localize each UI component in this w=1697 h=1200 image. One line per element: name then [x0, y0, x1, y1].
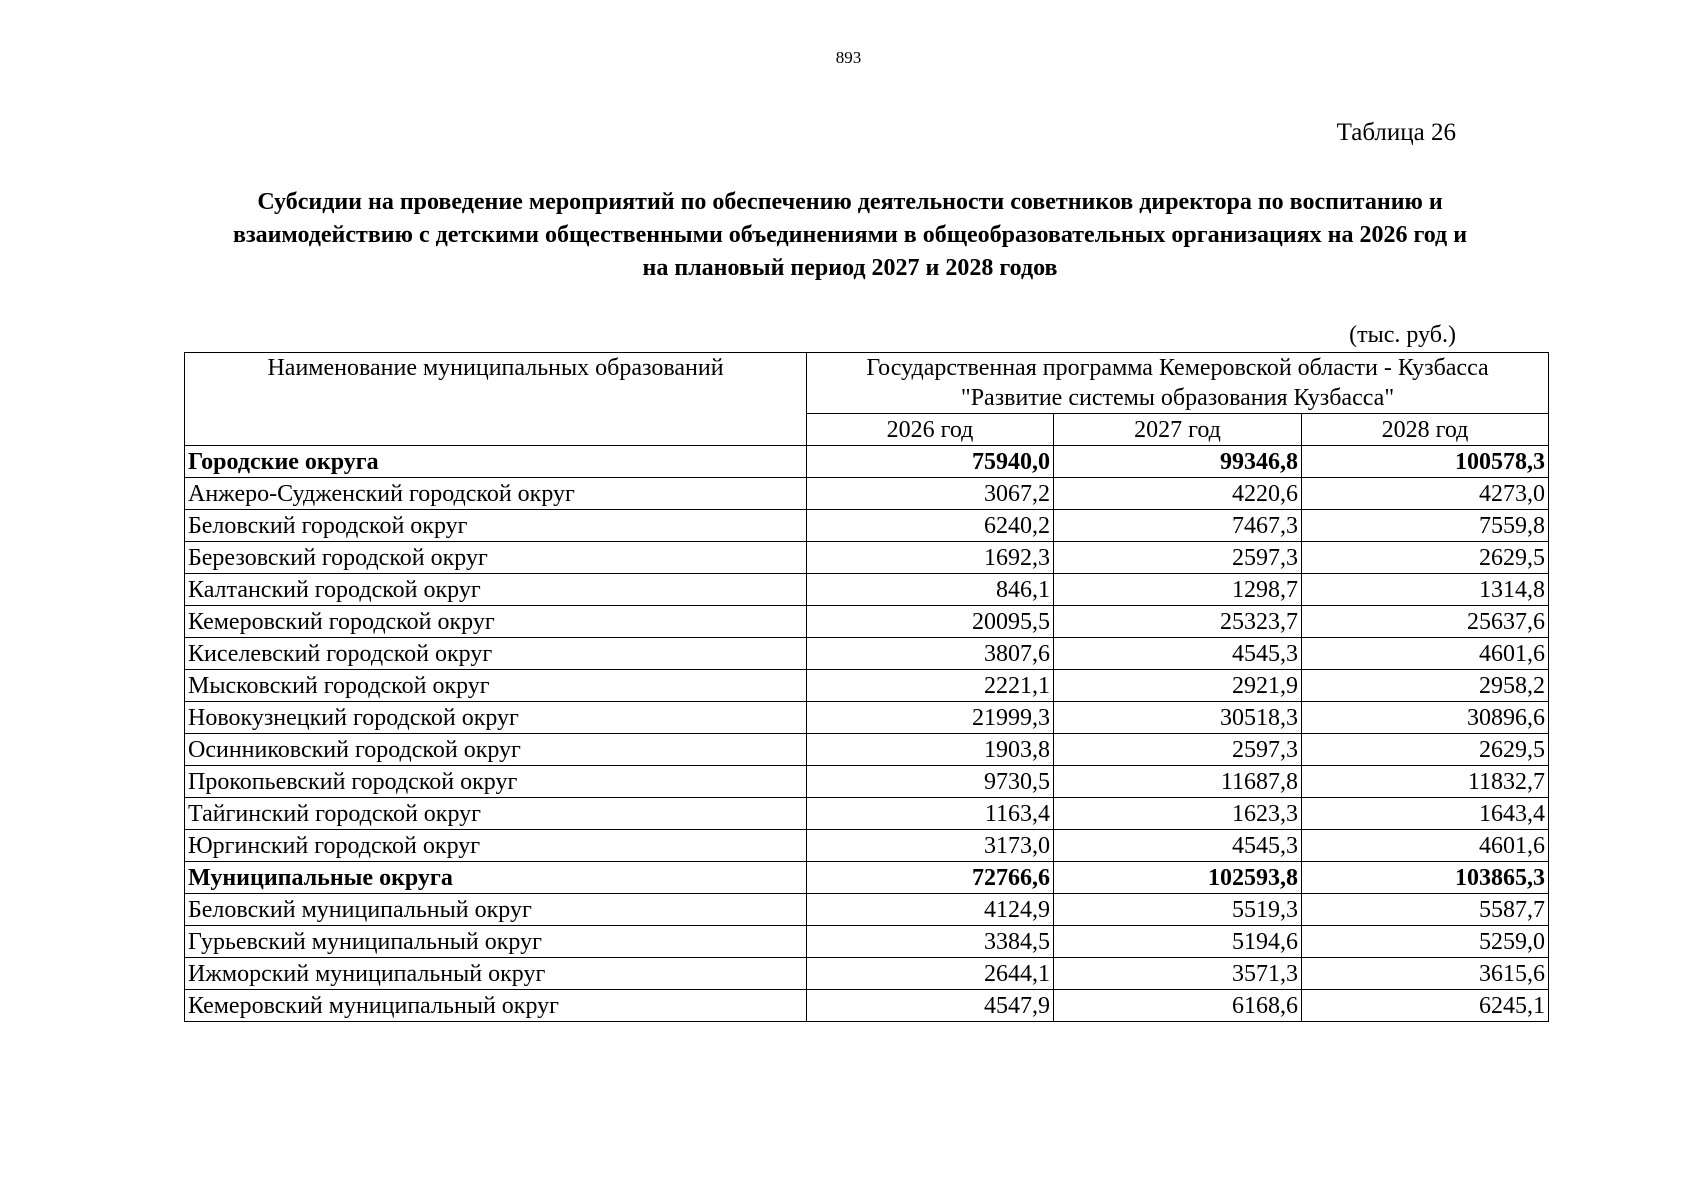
units-label: (тыс. руб.)	[1349, 322, 1456, 348]
table-row	[185, 670, 1549, 702]
table-row	[185, 478, 1549, 510]
value-2026-cell: 1903,8	[807, 734, 1054, 766]
value-2027-cell: 4545,3	[1054, 638, 1302, 670]
municipality-name-cell: Беловский городской округ	[185, 510, 807, 542]
value-2028-cell: 25637,6	[1302, 606, 1549, 638]
municipality-name-cell: Гурьевский муниципальный округ	[185, 926, 807, 958]
value-2027-cell: 30518,3	[1054, 702, 1302, 734]
table-row	[185, 702, 1549, 734]
value-2027-cell: 7467,3	[1054, 510, 1302, 542]
municipality-name-cell: Беловский муниципальный округ	[185, 894, 807, 926]
value-2027-cell: 25323,7	[1054, 606, 1302, 638]
table-row	[185, 510, 1549, 542]
value-2026-cell: 6240,2	[807, 510, 1054, 542]
value-2027-cell: 5519,3	[1054, 894, 1302, 926]
municipality-name-cell: Кемеровский муниципальный округ	[185, 990, 807, 1022]
value-2027-cell: 4545,3	[1054, 830, 1302, 862]
municipality-name-cell: Кемеровский городской округ	[185, 606, 807, 638]
value-2028-cell: 7559,8	[1302, 510, 1549, 542]
value-2026-cell: 2644,1	[807, 958, 1054, 990]
value-2026-cell: 1163,4	[807, 798, 1054, 830]
header-program	[807, 353, 1549, 414]
value-2028-cell: 3615,6	[1302, 958, 1549, 990]
value-2028-cell: 30896,6	[1302, 702, 1549, 734]
table-row	[185, 574, 1549, 606]
value-2027-cell: 11687,8	[1054, 766, 1302, 798]
table-row	[185, 958, 1549, 990]
table-row	[185, 894, 1549, 926]
table-row	[185, 830, 1549, 862]
value-2026-cell: 1692,3	[807, 542, 1054, 574]
municipality-name-cell: Ижморский муниципальный округ	[185, 958, 807, 990]
table-row	[185, 606, 1549, 638]
value-2028-cell: 6245,1	[1302, 990, 1549, 1022]
table-row	[185, 926, 1549, 958]
value-2028-cell: 4601,6	[1302, 830, 1549, 862]
value-2026-cell: 846,1	[807, 574, 1054, 606]
value-2027-cell: 99346,8	[1054, 446, 1302, 478]
value-2028-cell: 100578,3	[1302, 446, 1549, 478]
value-2026-cell: 4547,9	[807, 990, 1054, 1022]
header-municipality-name: Наименование муниципальных образований	[185, 353, 807, 446]
municipality-name-cell: Тайгинский городской округ	[185, 798, 807, 830]
value-2026-cell: 20095,5	[807, 606, 1054, 638]
table-body	[185, 446, 1549, 1022]
value-2028-cell: 2629,5	[1302, 734, 1549, 766]
value-2027-cell: 1623,3	[1054, 798, 1302, 830]
municipality-name-cell: Анжеро-Судженский городской округ	[185, 478, 807, 510]
value-2026-cell: 2221,1	[807, 670, 1054, 702]
municipality-name-cell: Киселевский городской округ	[185, 638, 807, 670]
value-2027-cell: 2921,9	[1054, 670, 1302, 702]
value-2027-cell: 5194,6	[1054, 926, 1302, 958]
table-row	[185, 542, 1549, 574]
table-row	[185, 990, 1549, 1022]
page-number: 893	[835, 48, 862, 67]
header-program-line: Государственная программа Кемеровской области - Кузбасса	[866, 355, 1489, 381]
header-year-2027: 2027 год	[1054, 414, 1302, 446]
value-2027-cell: 2597,3	[1054, 542, 1302, 574]
value-2028-cell: 103865,3	[1302, 862, 1549, 894]
value-2026-cell: 21999,3	[807, 702, 1054, 734]
header-year-2026: 2026 год	[807, 414, 1054, 446]
value-2026-cell: 4124,9	[807, 894, 1054, 926]
header-program-line: "Развитие системы образования Кузбасса"	[960, 385, 1395, 411]
value-2028-cell: 5587,7	[1302, 894, 1549, 926]
value-2027-cell: 3571,3	[1054, 958, 1302, 990]
table-label: Таблица 26	[1336, 119, 1456, 146]
value-2028-cell: 4601,6	[1302, 638, 1549, 670]
header-year-2028: 2028 год	[1302, 414, 1549, 446]
value-2026-cell: 75940,0	[807, 446, 1054, 478]
municipality-name-cell: Юргинский городской округ	[185, 830, 807, 862]
value-2026-cell: 3384,5	[807, 926, 1054, 958]
value-2027-cell: 102593,8	[1054, 862, 1302, 894]
value-2027-cell: 6168,6	[1054, 990, 1302, 1022]
value-2026-cell: 3807,6	[807, 638, 1054, 670]
value-2026-cell: 72766,6	[807, 862, 1054, 894]
municipality-name-cell: Мысковский городской округ	[185, 670, 807, 702]
value-2028-cell: 2958,2	[1302, 670, 1549, 702]
value-2026-cell: 9730,5	[807, 766, 1054, 798]
municipality-name-cell: Осинниковский городской округ	[185, 734, 807, 766]
table-group-row	[185, 862, 1549, 894]
municipality-name-cell: Муниципальные округа	[185, 862, 807, 894]
value-2026-cell: 3173,0	[807, 830, 1054, 862]
municipality-name-cell: Калтанский городской округ	[185, 574, 807, 606]
value-2028-cell: 1643,4	[1302, 798, 1549, 830]
municipality-name-cell: Новокузнецкий городской округ	[185, 702, 807, 734]
subsidies-table	[184, 352, 1549, 1022]
value-2027-cell: 4220,6	[1054, 478, 1302, 510]
table-row	[185, 734, 1549, 766]
value-2028-cell: 5259,0	[1302, 926, 1549, 958]
municipality-name-cell: Городские округа	[185, 446, 807, 478]
value-2027-cell: 1298,7	[1054, 574, 1302, 606]
table-row	[185, 638, 1549, 670]
value-2027-cell: 2597,3	[1054, 734, 1302, 766]
municipality-name-cell: Березовский городской округ	[185, 542, 807, 574]
value-2028-cell: 4273,0	[1302, 478, 1549, 510]
document-title	[170, 186, 1530, 285]
table-group-row	[185, 446, 1549, 478]
value-2028-cell: 2629,5	[1302, 542, 1549, 574]
value-2028-cell: 1314,8	[1302, 574, 1549, 606]
title-line: Субсидии на проведение мероприятий по обеспечению деятельности советников директора по воспитанию и	[257, 189, 1443, 215]
table-row	[185, 766, 1549, 798]
title-line: на плановый период 2027 и 2028 годов	[642, 255, 1058, 281]
municipality-name-cell: Прокопьевский городской округ	[185, 766, 807, 798]
value-2026-cell: 3067,2	[807, 478, 1054, 510]
table-header-row	[185, 353, 1549, 414]
title-line: взаимодействию с детскими общественными объединениями в общеобразовательных организациях на 2026 год и	[232, 222, 1468, 248]
table-row	[185, 798, 1549, 830]
value-2028-cell: 11832,7	[1302, 766, 1549, 798]
